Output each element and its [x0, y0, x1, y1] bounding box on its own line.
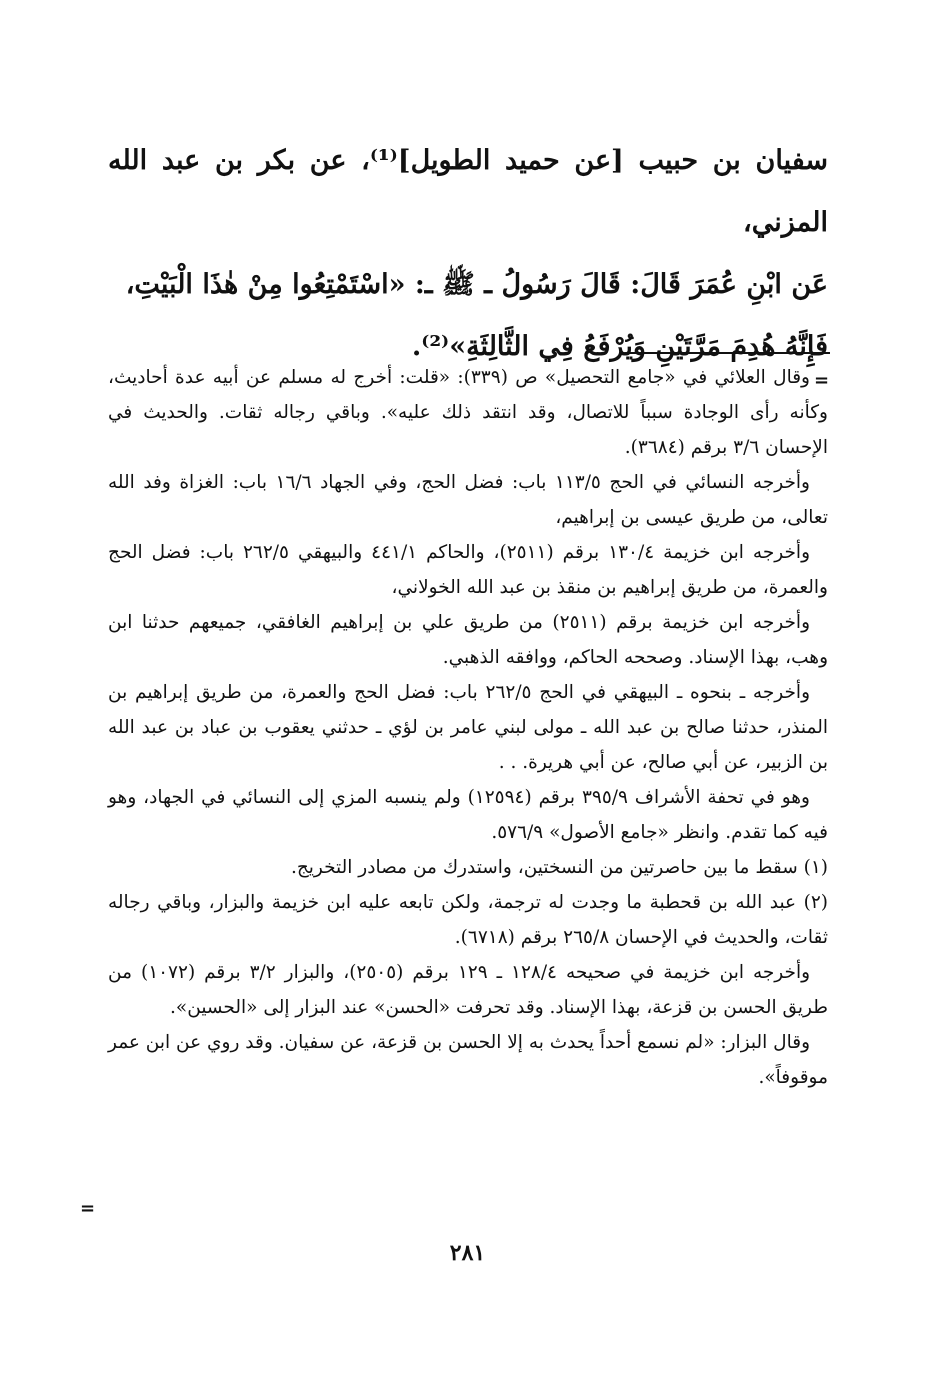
note-paragraph-5: وأخرجه ـ بنحوه ـ البيهقي في الحج ٢٦٢/٥ باب: فضل الحج والعمرة، من طريق إبراهيم بن المنذر، حدثنا صالح بن عبد الله ـ مولى لبني عامر بن لؤي ـ حدثني يعقوب بن عباد بن عبد الله بن الزبير، عن أبي صالح، عن أبي هريرة. . .: [108, 682, 828, 773]
note-paragraph-6: وهو في تحفة الأشراف ٣٩٥/٩ برقم (١٢٥٩٤) ولم ينسبه المزي إلى النسائي في الجهاد، وهو فيه كما تقدم. وانظر «جامع الأصول» ٥٧٦/٩.: [108, 787, 828, 843]
note-paragraph-8: وقال البزار: «لم نسمع أحداً يحدث به إلا الحسن بن قزعة، عن سفيان. وقد روي عن ابن عمر موقوفاً».: [107, 1032, 828, 1088]
main-text-line-3: فَإِنَّهُ هُدِمَ مَرَّتَيْنِ وَيُرْفَعُ فِي الثَّالِثَةِ»⁽²⁾.: [411, 331, 828, 362]
note-paragraph-7: وأخرجه ابن خزيمة في صحيحه ١٢٨/٤ ـ ١٢٩ برقم (٢٥٠٥)، والبزار ٣/٢ برقم (١٠٧٢) من طريق الحسن بن قزعة، بهذا الإسناد. وقد تحرفت «الحسن» عند البزار إلى «الحسين».: [108, 962, 828, 1018]
note-paragraph-3: وأخرجه ابن خزيمة ١٣٠/٤ برقم (٢٥١١)، والحاكم ٤٤١/١ والبيهقي ٢٦٢/٥ باب: فضل الحج والعمرة، من طريق إبراهيم بن منقذ بن عبد الله الخولاني،: [108, 542, 828, 598]
footnote-separator: [627, 352, 830, 354]
footnote-2: (٢) عبد الله بن قحطبة ما وجدت له ترجمة، ولكن تابعه عليه ابن خزيمة والبزار، وباقي رجاله ثقات، والحديث في الإحسان ٢٦٥/٨ برقم (٦٧١٨).: [108, 892, 828, 948]
footnote-1: (١) سقط ما بين حاصرتين من النسختين، واستدرك من مصادر التخريج.: [290, 857, 828, 878]
main-text-line-2: عَن ابْنِ عُمَرَ قَالَ: قَالَ رَسُولُ ـ ﷺ ـ: «اسْتَمْتِعُوا مِنْ هٰذَا الْبَيْتِ،: [125, 269, 828, 300]
continuation-marker-bottom: =: [80, 1198, 96, 1219]
note-paragraph-4: وأخرجه ابن خزيمة برقم (٢٥١١) من طريق علي بن إبراهيم الغافقي، جميعهم حدثنا ابن وهب، بهذا الإسناد. وصححه الحاكم، ووافقه الذهبي.: [108, 612, 828, 668]
main-text: [108, 130, 828, 378]
note-paragraph-2: وأخرجه النسائي في الحج ١١٣/٥ باب: فضل الحج، وفي الجهاد ١٦/٦ باب: الغزاة وفد الله تعالى، من طريق عيسى بن إبراهيم،: [108, 472, 828, 528]
continuation-marker-top: =: [814, 370, 830, 391]
page-number: ٢٨١: [449, 1240, 486, 1266]
main-text-line-1: سفيان بن حبيب [عن حميد الطويل]⁽¹⁾، عن بكر بن عبد الله المزني،: [108, 145, 828, 238]
note-paragraph-1: وقال العلائي في «جامع التحصيل» ص (٣٣٩): «قلت: أخرج له مسلم عن أبيه عدة أحاديث، وكأنه رأى الوجادة سبباً للاتصال، وقد انتقد ذلك عليه». وباقي رجاله ثقات. والحديث في الإحسان ٣/٦ برقم (٣٦٨٤).: [108, 367, 828, 458]
footnotes: [108, 360, 828, 1095]
